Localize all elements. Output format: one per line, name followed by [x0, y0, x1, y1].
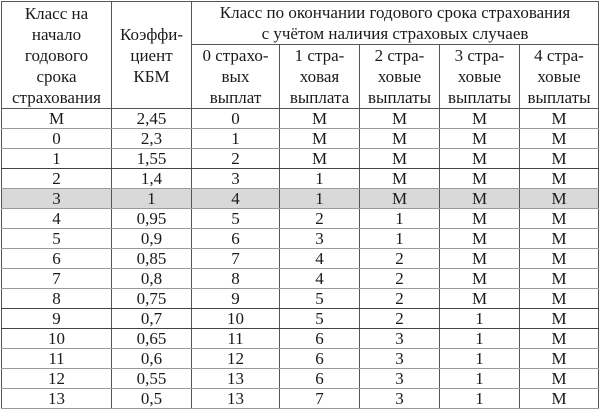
table-cell: M: [360, 109, 440, 129]
table-cell: 2: [280, 209, 360, 229]
header-3-claims: 3 стра- ховые выплаты: [440, 45, 520, 109]
table-row: [2, 369, 599, 389]
table-cell: 5: [192, 209, 280, 229]
table-cell: 5: [2, 229, 112, 249]
table-cell: M: [440, 209, 520, 229]
table-body: [2, 109, 599, 409]
table-cell: 5: [280, 309, 360, 329]
table-cell: 3: [360, 389, 440, 409]
table-cell: 3: [2, 189, 112, 209]
table-cell: 1: [360, 229, 440, 249]
table-cell: 0: [192, 109, 280, 129]
table-cell: M: [520, 209, 599, 229]
table-cell: M: [520, 129, 599, 149]
table-cell: 1: [360, 209, 440, 229]
table-cell: 2: [2, 169, 112, 189]
table-cell: M: [360, 149, 440, 169]
table-cell: M: [440, 169, 520, 189]
table-cell: 3: [360, 349, 440, 369]
table-row: [2, 389, 599, 409]
table-cell: 3: [360, 329, 440, 349]
table-cell: 10: [192, 309, 280, 329]
table-cell: 11: [192, 329, 280, 349]
table-cell: 13: [192, 389, 280, 409]
table-cell: 1: [112, 189, 192, 209]
table-cell: 1: [440, 349, 520, 369]
header-coefficient: Коэффи- циент КБМ: [112, 2, 192, 109]
table-row: [2, 329, 599, 349]
table-cell: M: [440, 289, 520, 309]
header-start-class: Класс на начало годового срока страхования: [2, 2, 112, 109]
header-4-claims: 4 стра- ховые выплаты: [520, 45, 599, 109]
table-cell: 2: [360, 309, 440, 329]
table-cell: 3: [360, 369, 440, 389]
table-cell: M: [2, 109, 112, 129]
table-cell: 9: [192, 289, 280, 309]
table-cell: M: [280, 129, 360, 149]
table-cell: 4: [280, 269, 360, 289]
table-cell: M: [520, 149, 599, 169]
table-cell: 8: [2, 289, 112, 309]
table-cell: M: [520, 349, 599, 369]
table-row: [2, 229, 599, 249]
table-cell: 0,6: [112, 349, 192, 369]
table-cell: 6: [280, 369, 360, 389]
table-cell: 2: [192, 149, 280, 169]
table-cell: 0: [2, 129, 112, 149]
table-cell: 4: [192, 189, 280, 209]
table-cell: M: [520, 189, 599, 209]
table-cell: M: [520, 109, 599, 129]
table-cell: 1: [440, 309, 520, 329]
table-cell: 7: [2, 269, 112, 289]
table-cell: 12: [2, 369, 112, 389]
table-cell: 1: [440, 329, 520, 349]
table-cell: 1,4: [112, 169, 192, 189]
table-cell: M: [360, 169, 440, 189]
table-cell: M: [520, 169, 599, 189]
table-row: [2, 149, 599, 169]
table-cell: 2: [360, 249, 440, 269]
table-cell: 2,45: [112, 109, 192, 129]
table-cell: 12: [192, 349, 280, 369]
table-cell: M: [520, 369, 599, 389]
table-cell: 0,7: [112, 309, 192, 329]
table-cell: M: [520, 309, 599, 329]
table-cell: M: [440, 189, 520, 209]
table-cell: M: [520, 249, 599, 269]
table-cell: 0,95: [112, 209, 192, 229]
table-cell: 2: [360, 269, 440, 289]
header-2-claims: 2 стра- ховые выплаты: [360, 45, 440, 109]
table-cell: 11: [2, 349, 112, 369]
table-cell: 5: [280, 289, 360, 309]
table-row: [2, 109, 599, 129]
table-cell: 1: [280, 189, 360, 209]
table-cell: 0,9: [112, 229, 192, 249]
table-cell: M: [440, 129, 520, 149]
table-cell: 1: [440, 369, 520, 389]
table-cell: M: [440, 229, 520, 249]
table-cell: M: [440, 109, 520, 129]
table-row: [2, 289, 599, 309]
kbm-table: [1, 1, 599, 409]
table-cell: M: [520, 329, 599, 349]
table-cell: M: [440, 149, 520, 169]
table-cell: M: [440, 269, 520, 289]
table-row: [2, 249, 599, 269]
table-cell: 2: [360, 289, 440, 309]
table-cell: 1: [440, 389, 520, 409]
table-cell: 1,55: [112, 149, 192, 169]
table-cell: M: [280, 149, 360, 169]
table-cell: M: [360, 189, 440, 209]
table-cell: 13: [192, 369, 280, 389]
table-cell: 0,65: [112, 329, 192, 349]
table-cell: 3: [280, 229, 360, 249]
table-cell: 0,75: [112, 289, 192, 309]
table-row: [2, 129, 599, 149]
table-cell: M: [520, 389, 599, 409]
table-cell: 0,5: [112, 389, 192, 409]
table-cell: 9: [2, 309, 112, 329]
header-1-claim: 1 стра- ховая выплата: [280, 45, 360, 109]
table-cell: 3: [192, 169, 280, 189]
table-cell: 8: [192, 269, 280, 289]
table-cell: 4: [280, 249, 360, 269]
table-row: [2, 209, 599, 229]
table-cell: M: [520, 289, 599, 309]
table-cell: 1: [192, 129, 280, 149]
table-cell: 6: [192, 229, 280, 249]
table-cell: 7: [280, 389, 360, 409]
table-row: [2, 349, 599, 369]
table-cell: 2,3: [112, 129, 192, 149]
table-cell: M: [280, 109, 360, 129]
table-cell: 6: [2, 249, 112, 269]
table-cell: 0,55: [112, 369, 192, 389]
table-row: [2, 169, 599, 189]
table-cell: 1: [280, 169, 360, 189]
table-cell: 4: [2, 209, 112, 229]
table-cell: 13: [2, 389, 112, 409]
table-cell: 0,85: [112, 249, 192, 269]
table-cell: M: [360, 129, 440, 149]
table-row: [2, 309, 599, 329]
header-0-claims: 0 страхо- вых выплат: [192, 45, 280, 109]
table-cell: 1: [2, 149, 112, 169]
table-cell: 7: [192, 249, 280, 269]
table-cell: M: [440, 249, 520, 269]
table-row: [2, 269, 599, 289]
table-cell: 6: [280, 349, 360, 369]
header-end-class-group: Класс по окончании годового срока страхования с учётом наличия страховых случаев: [192, 2, 599, 45]
table-row: [2, 189, 599, 209]
table-cell: 6: [280, 329, 360, 349]
table-cell: M: [520, 229, 599, 249]
table-cell: M: [520, 269, 599, 289]
table-cell: 10: [2, 329, 112, 349]
table-cell: 0,8: [112, 269, 192, 289]
